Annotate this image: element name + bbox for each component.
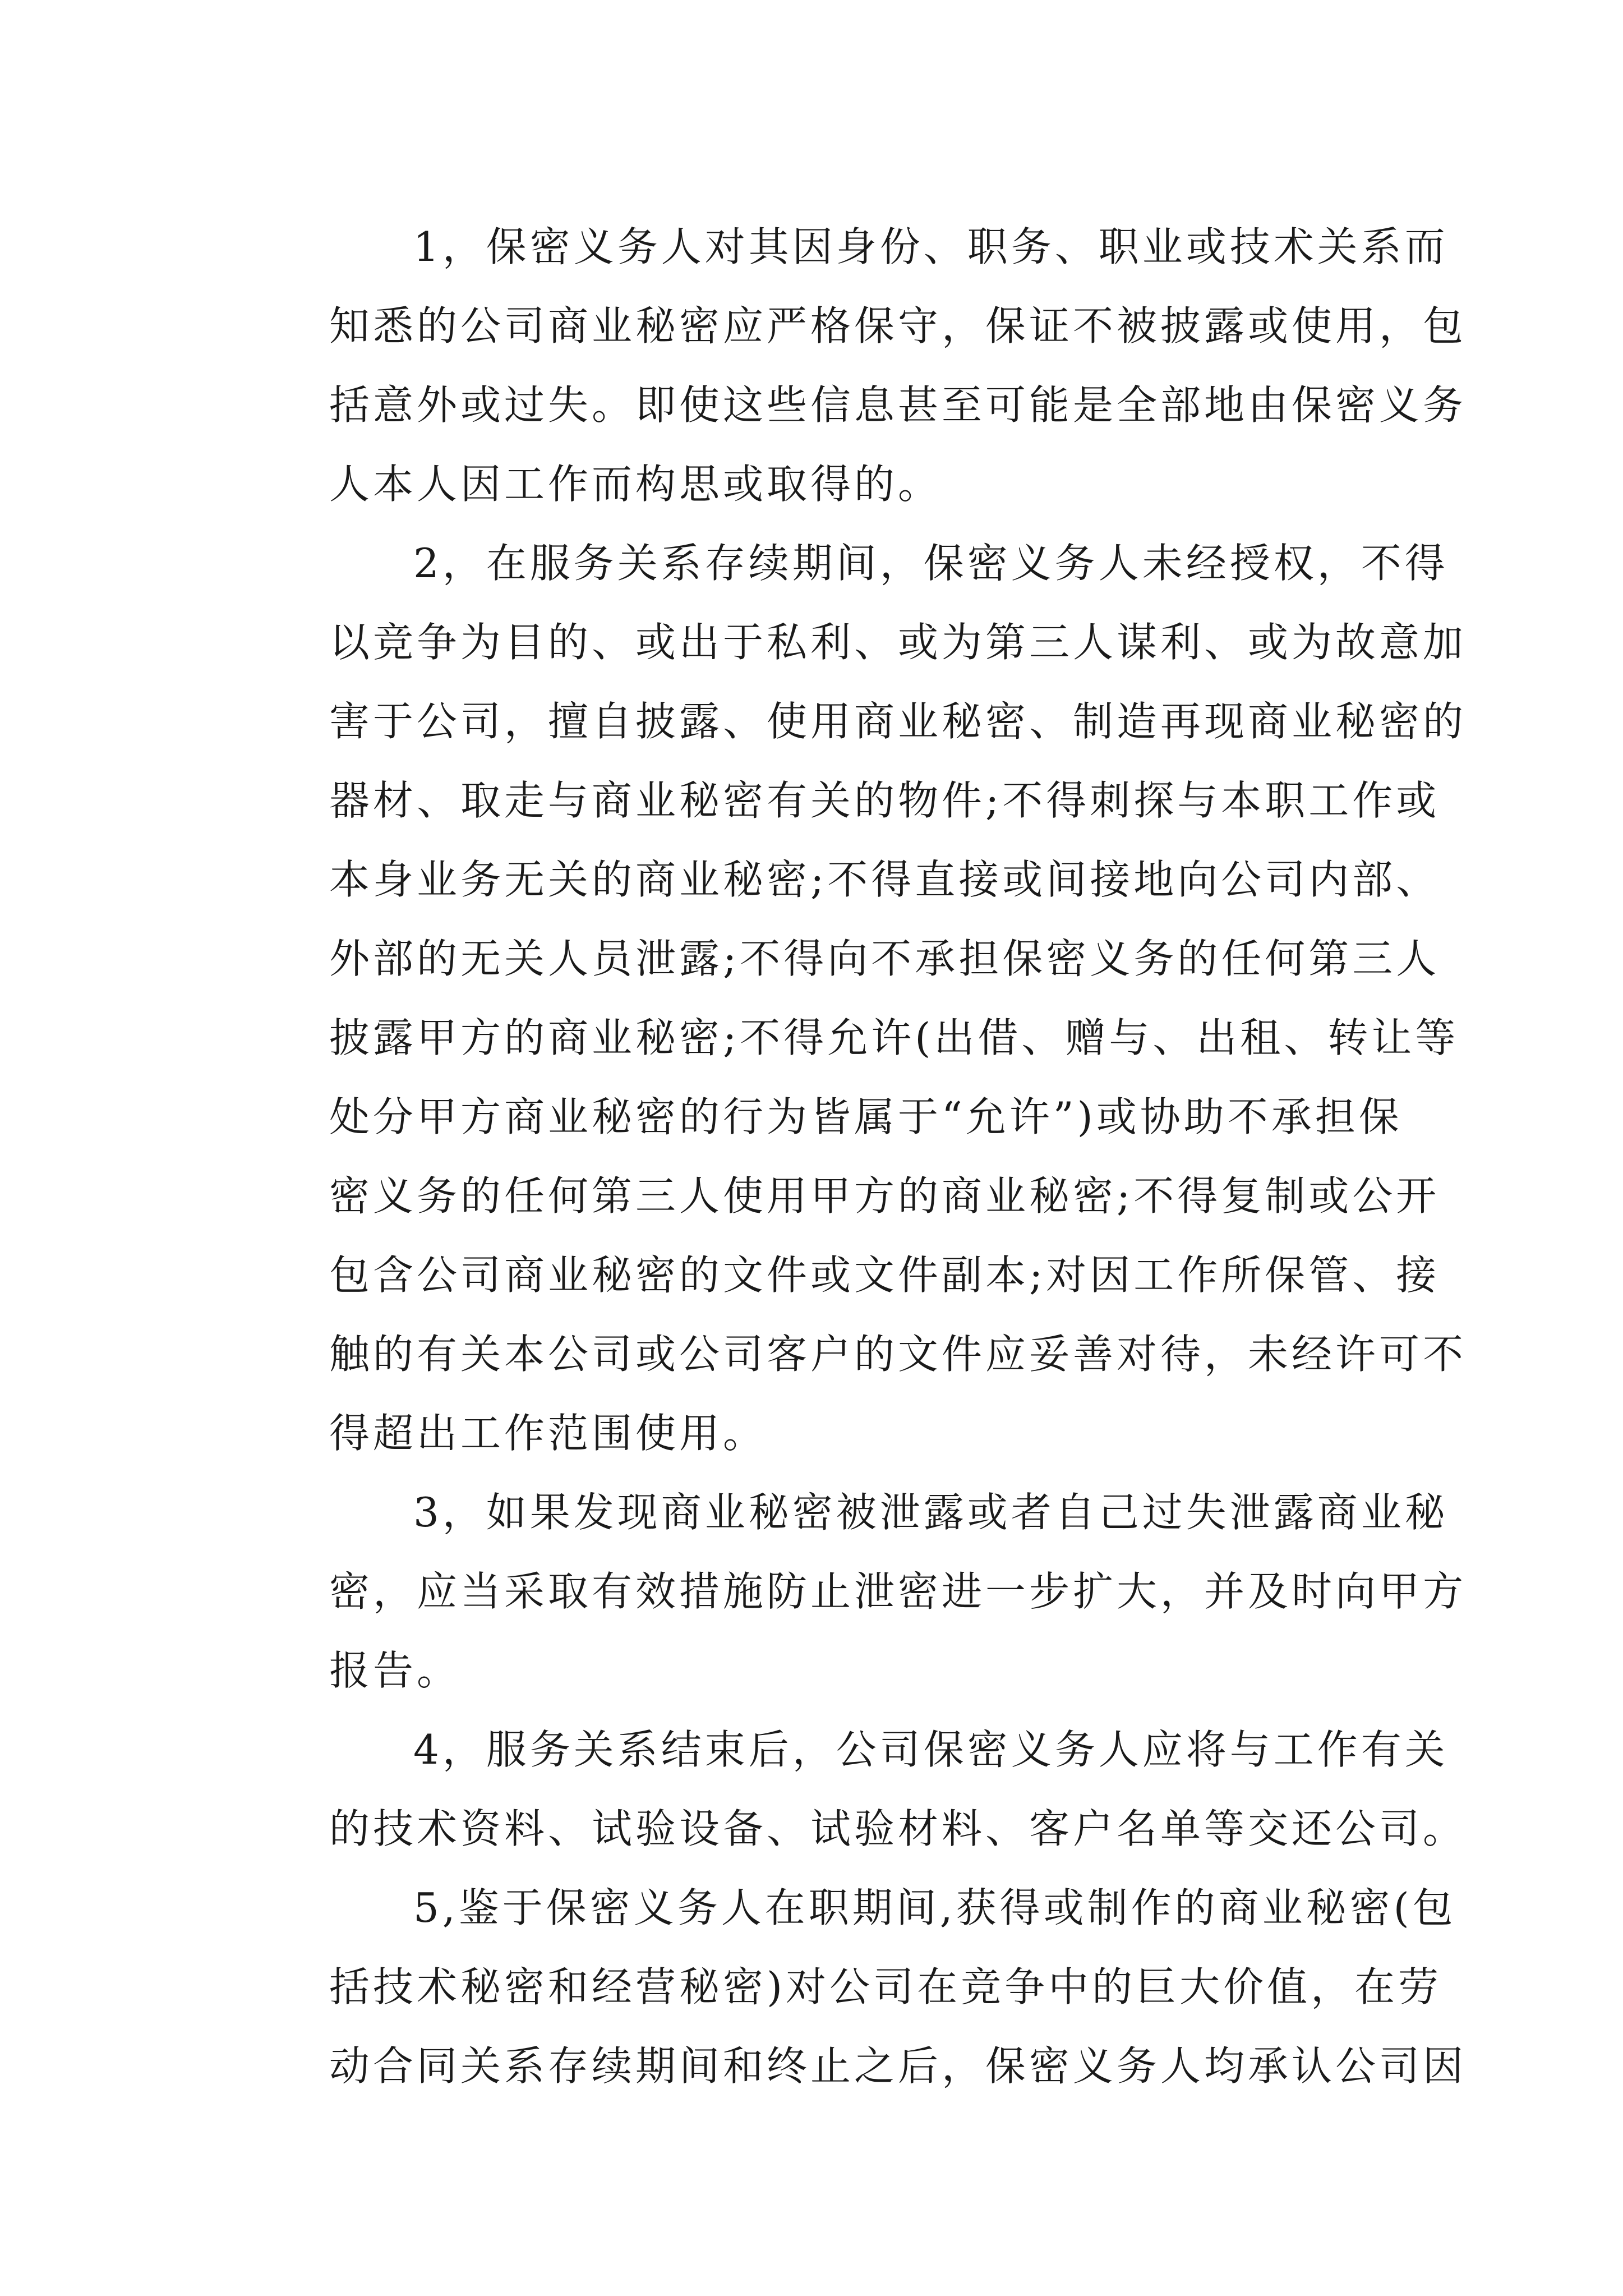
clause-5-line: 5,鉴于保密义务人在职期间,获得或制作的商业秘密(包 [413, 1884, 1456, 1931]
clause-2-line: 害于公司，擅自披露、使用商业秘密、制造再现商业秘密的 [329, 698, 1467, 745]
clause-1-paragraph [245, 208, 1467, 524]
clause-2-line: 触的有关本公司或公司客户的文件应妥善对待，未经许可不 [329, 1331, 1467, 1378]
clause-2-line: 密义务的任何第三人使用甲方的商业秘密;不得复制或公开 [329, 1172, 1440, 1220]
clause-5-line: 动合同关系存续期间和终止之后，保密义务人均承认公司因 [329, 2042, 1467, 2090]
clause-4-line: 4，服务关系结束后，公司保密义务人应将与工作有关 [413, 1726, 1449, 1773]
clause-2-line: 处分甲方商业秘密的行为皆属于“允许”)或协助不承担保 [329, 1093, 1403, 1140]
clause-1-line: 人本人因工作而构思或取得的。 [329, 461, 942, 508]
clause-2-line: 本身业务无关的商业秘密;不得直接或间接地向公司内部、 [329, 856, 1440, 903]
clause-3-line: 密，应当采取有效措施防止泄密进一步扩大，并及时向甲方 [329, 1568, 1467, 1615]
clause-5-line: 括技术秘密和经营秘密)对公司在竞争中的巨大价值，在劳 [329, 1963, 1442, 2010]
clause-4-line: 的技术资料、试验设备、试验材料、客户名单等交还公司。 [329, 1805, 1467, 1852]
clause-5-paragraph [245, 1869, 1467, 2106]
document-body [245, 208, 1467, 2106]
clause-3-paragraph [245, 1473, 1467, 1710]
clause-2-line: 2，在服务关系存续期间，保密义务人未经授权，不得 [413, 540, 1449, 587]
clause-1-line: 知悉的公司商业秘密应严格保守，保证不被披露或使用，包 [329, 302, 1467, 349]
clause-1-line: 括意外或过失。即使这些信息甚至可能是全部地由保密义务 [329, 381, 1467, 429]
clause-3-line: 3，如果发现商业秘密被泄露或者自己过失泄露商业秘 [413, 1489, 1449, 1536]
clause-3-line: 报告。 [329, 1647, 461, 1694]
clause-2-line: 包含公司商业秘密的文件或文件副本;对因工作所保管、接 [329, 1251, 1440, 1299]
clause-2-paragraph [245, 524, 1467, 1473]
clause-2-line: 披露甲方的商业秘密;不得允许(出借、赠与、出租、转让等 [329, 1014, 1459, 1061]
clause-2-line: 得超出工作范围使用。 [329, 1410, 767, 1457]
clause-1-line: 1，保密义务人对其因身份、职务、职业或技术关系而 [413, 223, 1449, 270]
clause-2-line: 以竞争为目的、或出于私利、或为第三人谋利、或为故意加 [329, 619, 1467, 666]
clause-4-paragraph [245, 1710, 1467, 1869]
clause-2-line: 外部的无关人员泄露;不得向不承担保密义务的任何第三人 [329, 935, 1440, 982]
clause-2-line: 器材、取走与商业秘密有关的物件;不得刺探与本职工作或 [329, 777, 1440, 824]
